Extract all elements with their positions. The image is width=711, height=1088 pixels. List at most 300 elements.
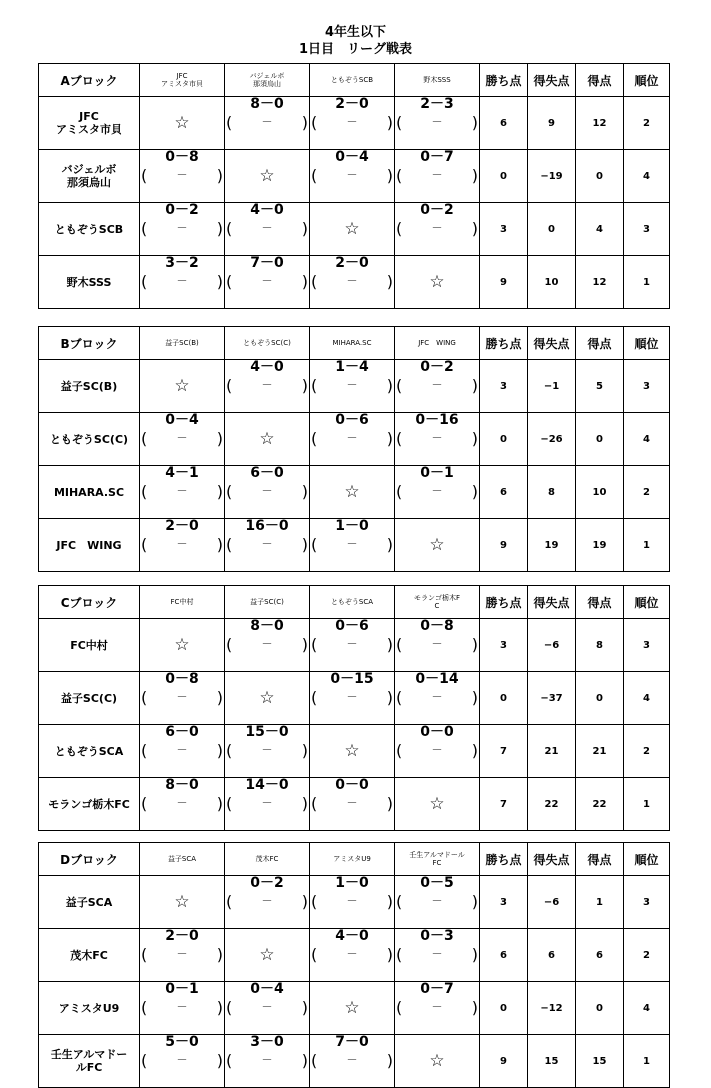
- title-grade: 4年生以下: [324, 25, 387, 40]
- name-line: 益子SC(C): [60, 691, 118, 705]
- row-team-name: [39, 725, 140, 778]
- match-score: 2－0: [335, 255, 369, 271]
- points-header: 勝ち点: [480, 64, 528, 97]
- title-league: 1日目 リーグ戦表: [298, 42, 413, 57]
- name-line: アミスタ市貝: [56, 123, 122, 136]
- goals-value: 21: [576, 725, 624, 778]
- league-table-block-4: [38, 842, 670, 1088]
- points-value: 3: [480, 619, 528, 672]
- paren-open: (: [141, 1051, 148, 1070]
- pk-score-slot: [140, 687, 224, 709]
- rank-value: 3: [624, 203, 670, 256]
- pk-score-slot: [140, 997, 224, 1019]
- pk-score-slot: [140, 740, 224, 762]
- match-result-cell: [395, 876, 480, 929]
- paren-dash: －: [261, 484, 273, 497]
- block-name: Aブロック: [39, 64, 140, 97]
- team-row: [39, 256, 670, 309]
- paren-dash: －: [431, 431, 443, 444]
- row-team-name: [39, 150, 140, 203]
- goal-diff-header: 得失点: [528, 586, 576, 619]
- self-match-star: ☆: [395, 1035, 480, 1088]
- goal-diff-value: −6: [528, 619, 576, 672]
- rank-value: 2: [624, 97, 670, 150]
- paren-dash: －: [346, 690, 358, 703]
- pk-score-slot: [395, 112, 479, 134]
- block-name: Dブロック: [39, 843, 140, 876]
- points-value: 9: [480, 1035, 528, 1088]
- paren-open: (: [226, 272, 233, 291]
- self-match-star: ☆: [395, 519, 480, 572]
- paren-open: (: [396, 482, 403, 501]
- paren-close: ): [386, 166, 393, 185]
- goal-diff-value: −6: [528, 876, 576, 929]
- match-score: 0－2: [250, 875, 284, 891]
- paren-close: ): [471, 482, 478, 501]
- match-result-cell: [310, 778, 395, 831]
- pk-score-slot: [395, 740, 479, 762]
- rank-value: 3: [624, 619, 670, 672]
- paren-open: (: [396, 635, 403, 654]
- points-value: 6: [480, 97, 528, 150]
- paren-close: ): [216, 794, 223, 813]
- match-result-cell: [140, 929, 225, 982]
- column-team-header: [310, 843, 395, 876]
- match-result-cell: [310, 519, 395, 572]
- name-line: バジェルボ: [61, 163, 117, 176]
- paren-close: ): [216, 688, 223, 707]
- paren-dash: －: [261, 274, 273, 287]
- match-score: 0－0: [420, 724, 454, 740]
- paren-open: (: [226, 1051, 233, 1070]
- goals-value: 12: [576, 97, 624, 150]
- column-team-header: [140, 327, 225, 360]
- match-score: 0－15: [330, 671, 374, 687]
- paren-close: ): [471, 998, 478, 1017]
- paren-open: (: [141, 219, 148, 238]
- pk-score-slot: [310, 944, 394, 966]
- rank-value: 1: [624, 256, 670, 309]
- match-result-cell: [225, 982, 310, 1035]
- pk-score-slot: [225, 481, 309, 503]
- points-value: 3: [480, 360, 528, 413]
- paren-close: ): [386, 794, 393, 813]
- team-row: [39, 982, 670, 1035]
- paren-dash: －: [261, 221, 273, 234]
- match-score: 0－14: [415, 671, 459, 687]
- paren-dash: －: [346, 537, 358, 550]
- paren-dash: －: [431, 221, 443, 234]
- match-result-cell: [395, 725, 480, 778]
- league-table-block-1: [38, 63, 670, 309]
- row-team-name: [39, 929, 140, 982]
- paren-close: ): [301, 635, 308, 654]
- match-score: 0－6: [335, 618, 369, 634]
- name-line: 益子SC(B): [60, 379, 118, 393]
- goal-diff-value: 19: [528, 519, 576, 572]
- goals-value: 6: [576, 929, 624, 982]
- row-team-name: [39, 360, 140, 413]
- name-line: 壬生アルマドール: [409, 851, 465, 859]
- paren-dash: －: [431, 115, 443, 128]
- points-header: 勝ち点: [480, 843, 528, 876]
- name-line: 益子SC(B): [165, 339, 199, 347]
- paren-open: (: [226, 376, 233, 395]
- name-line: アミスタ市貝: [161, 80, 203, 88]
- match-score: 4－1: [165, 465, 199, 481]
- name-line: ともぞうSCA: [330, 598, 374, 606]
- goal-diff-value: 8: [528, 466, 576, 519]
- paren-dash: －: [431, 1000, 443, 1013]
- paren-close: ): [301, 219, 308, 238]
- header-row: [39, 586, 670, 619]
- name-line: 壬生アルマドー: [50, 1048, 128, 1061]
- match-score: 0－4: [335, 149, 369, 165]
- row-team-name: [39, 619, 140, 672]
- match-result-cell: [310, 929, 395, 982]
- paren-open: (: [311, 688, 318, 707]
- goals-header: 得点: [576, 64, 624, 97]
- name-line: 益子SCA: [167, 855, 197, 863]
- match-score: 7－0: [335, 1034, 369, 1050]
- row-team-name: [39, 982, 140, 1035]
- paren-open: (: [311, 1051, 318, 1070]
- paren-dash: －: [261, 115, 273, 128]
- paren-open: (: [311, 166, 318, 185]
- match-score: 0－1: [165, 981, 199, 997]
- paren-dash: －: [431, 484, 443, 497]
- match-score: 3－0: [250, 1034, 284, 1050]
- self-match-star: ☆: [395, 778, 480, 831]
- paren-dash: －: [431, 378, 443, 391]
- goal-diff-value: 9: [528, 97, 576, 150]
- match-result-cell: [310, 876, 395, 929]
- points-header: 勝ち点: [480, 327, 528, 360]
- rank-value: 4: [624, 413, 670, 466]
- pk-score-slot: [310, 271, 394, 293]
- paren-dash: －: [176, 221, 188, 234]
- match-score: 5－0: [165, 1034, 199, 1050]
- pk-score-slot: [225, 997, 309, 1019]
- match-score: 2－0: [165, 518, 199, 534]
- match-score: 0－2: [420, 202, 454, 218]
- paren-dash: －: [346, 378, 358, 391]
- match-score: 2－0: [165, 928, 199, 944]
- paren-dash: －: [431, 637, 443, 650]
- points-value: 0: [480, 150, 528, 203]
- paren-dash: －: [261, 796, 273, 809]
- league-table-block-2: [38, 326, 670, 572]
- name-line: 益子SC(C): [250, 598, 284, 606]
- pk-score-slot: [140, 481, 224, 503]
- paren-dash: －: [346, 1053, 358, 1066]
- paren-open: (: [226, 794, 233, 813]
- column-team-header: [225, 327, 310, 360]
- match-result-cell: [140, 982, 225, 1035]
- paren-close: ): [216, 166, 223, 185]
- goals-value: 4: [576, 203, 624, 256]
- name-line: JFC WING: [418, 339, 456, 347]
- goal-diff-value: 21: [528, 725, 576, 778]
- paren-close: ): [386, 376, 393, 395]
- match-score: 4－0: [250, 359, 284, 375]
- goals-value: 19: [576, 519, 624, 572]
- paren-dash: －: [261, 743, 273, 756]
- match-score: 0－6: [335, 412, 369, 428]
- pk-score-slot: [310, 891, 394, 913]
- pk-score-slot: [310, 534, 394, 556]
- match-score: 2－3: [420, 96, 454, 112]
- match-score: 0－7: [420, 981, 454, 997]
- paren-open: (: [311, 272, 318, 291]
- points-value: 6: [480, 466, 528, 519]
- goal-diff-value: 10: [528, 256, 576, 309]
- goal-diff-value: −1: [528, 360, 576, 413]
- name-line: モランゴ栃木FC: [48, 797, 130, 811]
- name-line: 茂木FC: [70, 948, 108, 962]
- paren-open: (: [396, 429, 403, 448]
- pk-score-slot: [395, 481, 479, 503]
- paren-open: (: [226, 219, 233, 238]
- row-team-name: [39, 256, 140, 309]
- match-result-cell: [310, 413, 395, 466]
- paren-close: ): [301, 535, 308, 554]
- name-line: 那須烏山: [67, 176, 111, 189]
- self-match-star: ☆: [140, 619, 225, 672]
- paren-open: (: [396, 166, 403, 185]
- name-line: JFC WING: [56, 538, 122, 552]
- paren-open: (: [311, 535, 318, 554]
- paren-close: ): [216, 272, 223, 291]
- goals-value: 8: [576, 619, 624, 672]
- points-value: 9: [480, 519, 528, 572]
- row-team-name: [39, 778, 140, 831]
- column-team-header: [225, 586, 310, 619]
- name-line: FC中村: [70, 638, 108, 652]
- paren-close: ): [216, 219, 223, 238]
- pk-score-slot: [310, 112, 394, 134]
- goals-value: 12: [576, 256, 624, 309]
- pk-score-slot: [395, 428, 479, 450]
- pk-score-slot: [395, 891, 479, 913]
- paren-close: ): [301, 998, 308, 1017]
- pk-score-slot: [395, 165, 479, 187]
- paren-close: ): [301, 1051, 308, 1070]
- column-team-header: [310, 586, 395, 619]
- pk-score-slot: [395, 687, 479, 709]
- paren-open: (: [141, 794, 148, 813]
- paren-open: (: [311, 376, 318, 395]
- goals-value: 15: [576, 1035, 624, 1088]
- paren-open: (: [141, 741, 148, 760]
- pk-score-slot: [225, 793, 309, 815]
- paren-close: ): [386, 1051, 393, 1070]
- column-team-header: [395, 843, 480, 876]
- team-row: [39, 360, 670, 413]
- match-result-cell: [225, 466, 310, 519]
- paren-open: (: [141, 272, 148, 291]
- paren-open: (: [311, 794, 318, 813]
- team-row: [39, 413, 670, 466]
- self-match-star: ☆: [225, 929, 310, 982]
- name-line: ルFC: [75, 1061, 103, 1074]
- goal-diff-value: −19: [528, 150, 576, 203]
- pk-score-slot: [225, 891, 309, 913]
- team-row: [39, 150, 670, 203]
- team-row: [39, 778, 670, 831]
- match-result-cell: [395, 150, 480, 203]
- goals-value: 22: [576, 778, 624, 831]
- paren-dash: －: [176, 743, 188, 756]
- paren-dash: －: [176, 1053, 188, 1066]
- paren-close: ): [471, 688, 478, 707]
- paren-dash: －: [176, 274, 188, 287]
- row-team-name: [39, 97, 140, 150]
- paren-close: ): [471, 376, 478, 395]
- pk-score-slot: [395, 997, 479, 1019]
- paren-close: ): [301, 741, 308, 760]
- paren-dash: －: [431, 947, 443, 960]
- column-team-header: [310, 64, 395, 97]
- match-result-cell: [310, 360, 395, 413]
- rank-value: 4: [624, 982, 670, 1035]
- name-line: MIHARA.SC: [53, 485, 125, 499]
- goals-value: 0: [576, 982, 624, 1035]
- pk-score-slot: [140, 793, 224, 815]
- paren-dash: －: [346, 168, 358, 181]
- pk-score-slot: [225, 1050, 309, 1072]
- rank-header: 順位: [624, 64, 670, 97]
- match-result-cell: [225, 725, 310, 778]
- row-team-name: [39, 203, 140, 256]
- match-result-cell: [395, 619, 480, 672]
- name-line: 野木SSS: [66, 275, 112, 289]
- match-result-cell: [140, 413, 225, 466]
- goal-diff-header: 得失点: [528, 843, 576, 876]
- row-team-name: [39, 672, 140, 725]
- match-score: 6－0: [250, 465, 284, 481]
- paren-open: (: [226, 741, 233, 760]
- self-match-star: ☆: [310, 982, 395, 1035]
- self-match-star: ☆: [395, 256, 480, 309]
- points-value: 3: [480, 876, 528, 929]
- paren-open: (: [141, 429, 148, 448]
- name-line: ともぞうSCB: [330, 76, 374, 84]
- paren-close: ): [471, 166, 478, 185]
- match-result-cell: [310, 97, 395, 150]
- match-result-cell: [310, 672, 395, 725]
- pk-score-slot: [395, 944, 479, 966]
- rank-value: 4: [624, 150, 670, 203]
- team-row: [39, 97, 670, 150]
- goals-value: 1: [576, 876, 624, 929]
- match-result-cell: [140, 725, 225, 778]
- match-result-cell: [225, 876, 310, 929]
- name-line: 益子SCA: [65, 895, 113, 909]
- paren-open: (: [311, 113, 318, 132]
- name-line: JFC: [176, 72, 188, 80]
- paren-dash: －: [346, 274, 358, 287]
- goal-diff-value: 0: [528, 203, 576, 256]
- paren-dash: －: [346, 894, 358, 907]
- match-result-cell: [140, 256, 225, 309]
- column-team-header: [140, 64, 225, 97]
- pk-score-slot: [140, 218, 224, 240]
- block-name: Cブロック: [39, 586, 140, 619]
- pk-score-slot: [395, 634, 479, 656]
- goals-value: 0: [576, 150, 624, 203]
- pk-score-slot: [310, 428, 394, 450]
- pk-score-slot: [395, 375, 479, 397]
- match-result-cell: [140, 778, 225, 831]
- match-score: 2－0: [335, 96, 369, 112]
- paren-dash: －: [346, 947, 358, 960]
- pk-score-slot: [225, 112, 309, 134]
- match-result-cell: [225, 256, 310, 309]
- match-result-cell: [225, 97, 310, 150]
- paren-close: ): [301, 892, 308, 911]
- match-score: 7－0: [250, 255, 284, 271]
- paren-close: ): [216, 429, 223, 448]
- points-header: 勝ち点: [480, 586, 528, 619]
- paren-dash: －: [261, 537, 273, 550]
- name-line: JFC: [79, 110, 99, 123]
- match-result-cell: [310, 619, 395, 672]
- column-team-header: [140, 843, 225, 876]
- pk-score-slot: [140, 428, 224, 450]
- pk-score-slot: [225, 634, 309, 656]
- team-row: [39, 519, 670, 572]
- paren-open: (: [396, 219, 403, 238]
- match-score: 0－5: [420, 875, 454, 891]
- match-result-cell: [140, 519, 225, 572]
- paren-open: (: [226, 482, 233, 501]
- self-match-star: ☆: [225, 150, 310, 203]
- match-score: 1－4: [335, 359, 369, 375]
- paren-close: ): [471, 635, 478, 654]
- paren-dash: －: [431, 894, 443, 907]
- self-match-star: ☆: [140, 97, 225, 150]
- rank-value: 2: [624, 725, 670, 778]
- paren-close: ): [301, 272, 308, 291]
- team-row: [39, 619, 670, 672]
- match-result-cell: [225, 519, 310, 572]
- name-line: C: [434, 602, 440, 610]
- paren-close: ): [386, 945, 393, 964]
- name-line: アミスタU9: [333, 855, 371, 863]
- match-score: 0－3: [420, 928, 454, 944]
- match-result-cell: [310, 256, 395, 309]
- goal-diff-header: 得失点: [528, 327, 576, 360]
- header-row: [39, 327, 670, 360]
- match-result-cell: [140, 672, 225, 725]
- match-result-cell: [395, 982, 480, 1035]
- points-value: 0: [480, 982, 528, 1035]
- match-score: 8－0: [250, 96, 284, 112]
- pk-score-slot: [310, 634, 394, 656]
- name-line: バジェルボ: [249, 72, 285, 80]
- match-result-cell: [395, 203, 480, 256]
- points-value: 6: [480, 929, 528, 982]
- pk-score-slot: [140, 271, 224, 293]
- match-result-cell: [140, 150, 225, 203]
- pk-score-slot: [310, 165, 394, 187]
- self-match-star: ☆: [225, 413, 310, 466]
- league-table-block-3: [38, 585, 670, 831]
- paren-close: ): [386, 535, 393, 554]
- points-value: 7: [480, 778, 528, 831]
- rank-value: 2: [624, 466, 670, 519]
